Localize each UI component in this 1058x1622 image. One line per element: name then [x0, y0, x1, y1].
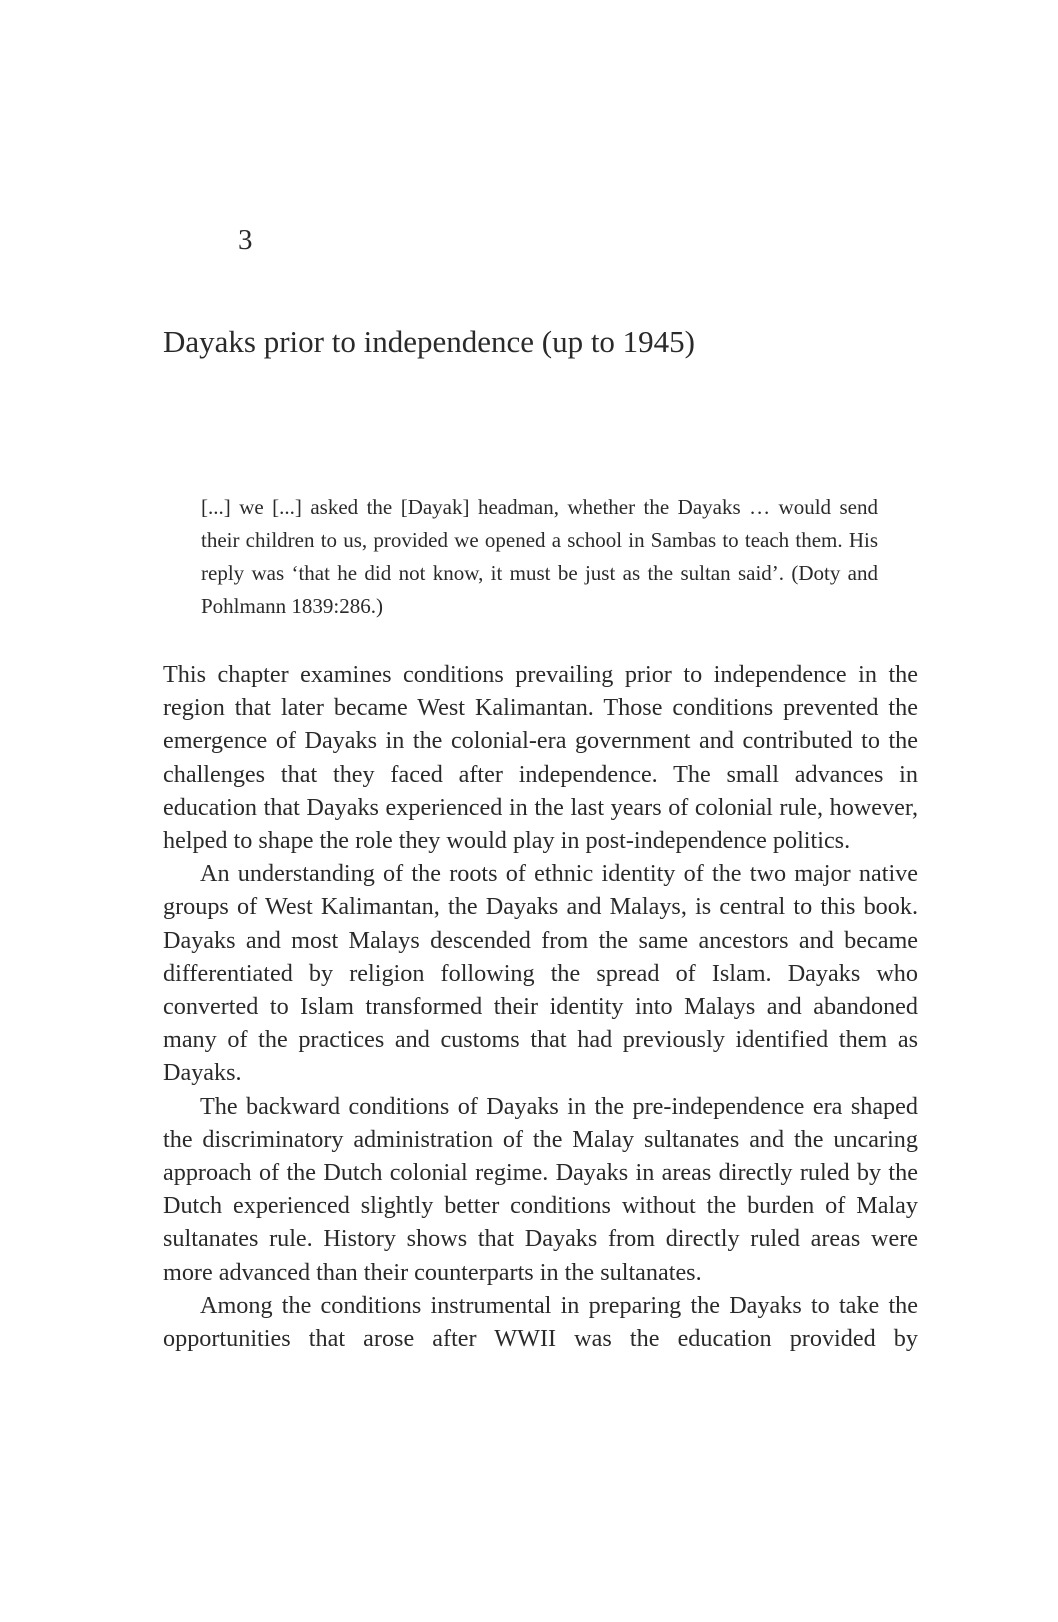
chapter-title: Dayaks prior to independence (up to 1945) — [163, 324, 696, 359]
chapter-number: 3 — [238, 224, 253, 256]
paragraph: An understanding of the roots of ethnic identity of the two major native groups of West Kalimantan, the Dayaks and Malays, is central to this book. Dayaks and most Malays descended from the same ancestors and became differentiated by religion following the spread of Islam. Dayaks who converted to Islam transformed their identity into Malays and abandoned many of the practices and customs that had previously identified them as Dayaks. — [163, 860, 918, 1087]
body-text — [163, 658, 918, 1355]
paragraph: Among the conditions instrumental in preparing the Dayaks to take the opportunities that arose after WWII was the education provided by — [163, 1291, 918, 1353]
epigraph-quote: [...] we [...] asked the [Dayak] headman, whether the Dayaks … would send their children to us, provided we opened a school in Sambas to teach them. His reply was ‘that he did not know, it must be just as the sultan said’. (Doty and Pohlmann 1839:286.) — [201, 495, 878, 618]
paragraph: The backward conditions of Dayaks in the pre-independence era shaped the discriminatory administration of the Malay sultanates and the uncaring approach of the Dutch colonial regime. Dayaks in areas directly ruled by the Dutch experienced slightly better conditions without the burden of Malay sultanates rule. History shows that Dayaks from directly ruled areas were more advanced than their counterparts in the sultanates. — [163, 1092, 918, 1286]
paragraph: This chapter examines conditions prevailing prior to independence in the region that later became West Kalimantan. Those conditions prevented the emergence of Dayaks in the colonial-era government and contributed to the challenges that they faced after independence. The small advances in education that Dayaks experienced in the last years of colonial rule, however, helped to shape the role they would play in post-​independence politics. — [163, 661, 918, 855]
